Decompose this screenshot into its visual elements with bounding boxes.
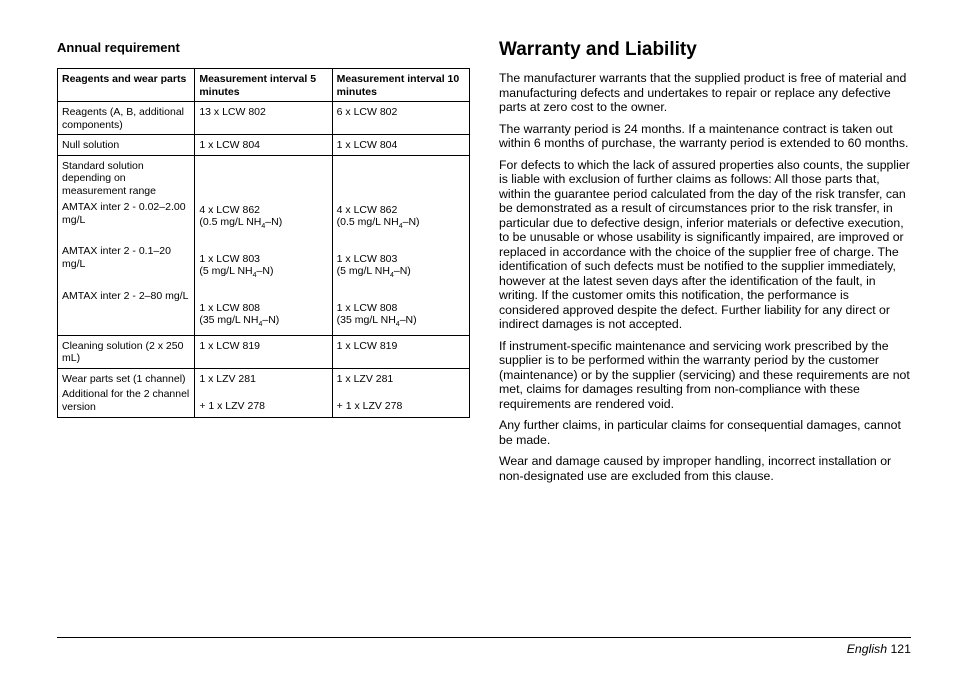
cell-null-5: 1 x LCW 804 (195, 135, 332, 156)
footer-language: English (846, 642, 888, 656)
cell-null-10: 1 x LCW 804 (332, 135, 469, 156)
range-3: AMTAX inter 2 - 2–80 mg/L (62, 290, 189, 302)
cell-reagents-5: 13 x LCW 802 (195, 102, 332, 135)
table-row (58, 335, 470, 368)
warranty-paragraph: Wear and damage caused by improper handling, incorrect installation or non-designated use are excluded from this clause. (499, 454, 892, 483)
cell-cleaning-5: 1 x LCW 819 (195, 335, 332, 368)
standard-5-item-1: 4 x LCW 862 (199, 203, 261, 216)
page-number: 121 (890, 642, 911, 656)
table-row (58, 102, 470, 135)
wear-10-additional: + 1 x LZV 278 (336, 400, 403, 413)
standard-10-conc-3: (35 mg/L $NH_4-N$) (336, 314, 417, 329)
cell-reagents-10: 6 x LCW 802 (332, 102, 469, 135)
table-header-row (58, 69, 470, 102)
warranty-title: Warranty and Liability (499, 39, 697, 60)
cell-null: Null solution (58, 135, 195, 156)
standard-10-item-3: 1 x LCW 808 (336, 301, 398, 314)
page-footer (847, 642, 911, 656)
header-interval-5: Measurement interval 5 minutes (195, 69, 332, 102)
cell-standard-5 (195, 155, 332, 335)
standard-10-item-2: 1 x LCW 803 (336, 252, 398, 265)
header-reagents: Reagents and wear parts (58, 69, 195, 102)
warranty-paragraph: Any further claims, in particular claims for consequential damages, cannot be made. (499, 418, 901, 447)
cell-wear-10 (332, 368, 469, 418)
cell-wear-5 (195, 368, 332, 418)
footer-divider (57, 637, 911, 638)
range-1: AMTAX inter 2 - 0.02–2.00 mg/L (62, 201, 186, 226)
standard-10-conc-2: (5 mg/L $NH_4-N$) (336, 265, 411, 280)
header-interval-10: Measurement interval 10 minutes (332, 69, 469, 102)
table-row-wear (58, 368, 470, 418)
standard-label: Standard solution depending on measurement range (62, 159, 156, 197)
standard-5-conc-2: (5 mg/L $NH_4-N$) (199, 265, 274, 280)
table-row-standard (58, 155, 470, 335)
range-2: AMTAX inter 2 - 0.1–20 mg/L (62, 245, 171, 270)
cell-reagents: Reagents (A, B, additional components) (58, 102, 195, 135)
cell-wear (58, 368, 195, 418)
wear-5-additional: + 1 x LZV 278 (199, 400, 265, 413)
cell-cleaning: Cleaning solution (2 x 250 mL) (58, 335, 195, 368)
annual-requirement-title: Annual requirement (57, 40, 180, 55)
warranty-paragraph: The manufacturer warrants that the supplied product is free of material and manufacturing defects and undertakes to repair or replace any defective parts at zero cost to the owner. (499, 71, 907, 114)
warranty-paragraph: If instrument-specific maintenance and servicing work prescribed by the supplier is to be performed within the warranty period by the customer (maintenance) or by the supplier (servicing) and these requirements are not met, claims for damages resulting from non-compliance with these requirements are rendered void. (499, 338, 910, 411)
wear-10-item: 1 x LZV 281 (336, 372, 394, 385)
warranty-paragraph: For defects to which the lack of assured properties also counts, the supplier is liable with exclusion of further claims as follows: All those parts that, within the guarantee period calculated from the day of the risk transfer, can be demonstrated as a result of circumstances prior to the risk transfer, in particular due to defective design, inferior materials or defective execution, to be unusable or whose usability is significantly impaired, are improved or replaced in accordance with the choice of the supplier free of charge. The identification of such defects must be notified to the supplier immediately, however at the latest seven days after the identification of the fault, in writing. If the customer omits this notification, the performance is considered approved despite the defect. Further liability for any direct or indirect damages is not accepted. (499, 157, 910, 331)
standard-10-item-1: 4 x LCW 862 (336, 203, 398, 216)
cell-standard (58, 155, 195, 335)
standard-5-conc-1: (0.5 mg/L $NH_4-N$) (199, 216, 283, 231)
standard-5-conc-3: (35 mg/L $NH_4-N$) (199, 314, 280, 329)
wear-label: Wear parts set (1 channel) (62, 372, 186, 385)
standard-10-conc-1: (0.5 mg/L $NH_4-N$) (336, 216, 420, 231)
warranty-paragraph: The warranty period is 24 months. If a maintenance contract is taken out within 6 months of purchase, the warranty period is extended to 60 months. (499, 121, 909, 150)
cell-standard-10 (332, 155, 469, 335)
table-row (58, 135, 470, 156)
right-column (499, 38, 911, 490)
standard-5-item-3: 1 x LCW 808 (199, 301, 261, 314)
wear-5-item: 1 x LZV 281 (199, 372, 256, 385)
left-column (57, 40, 470, 418)
wear-additional-label: Additional for the 2 channel version (62, 388, 190, 413)
requirements-table (57, 68, 470, 418)
standard-5-item-2: 1 x LCW 803 (199, 252, 261, 265)
cell-cleaning-10: 1 x LCW 819 (332, 335, 469, 368)
